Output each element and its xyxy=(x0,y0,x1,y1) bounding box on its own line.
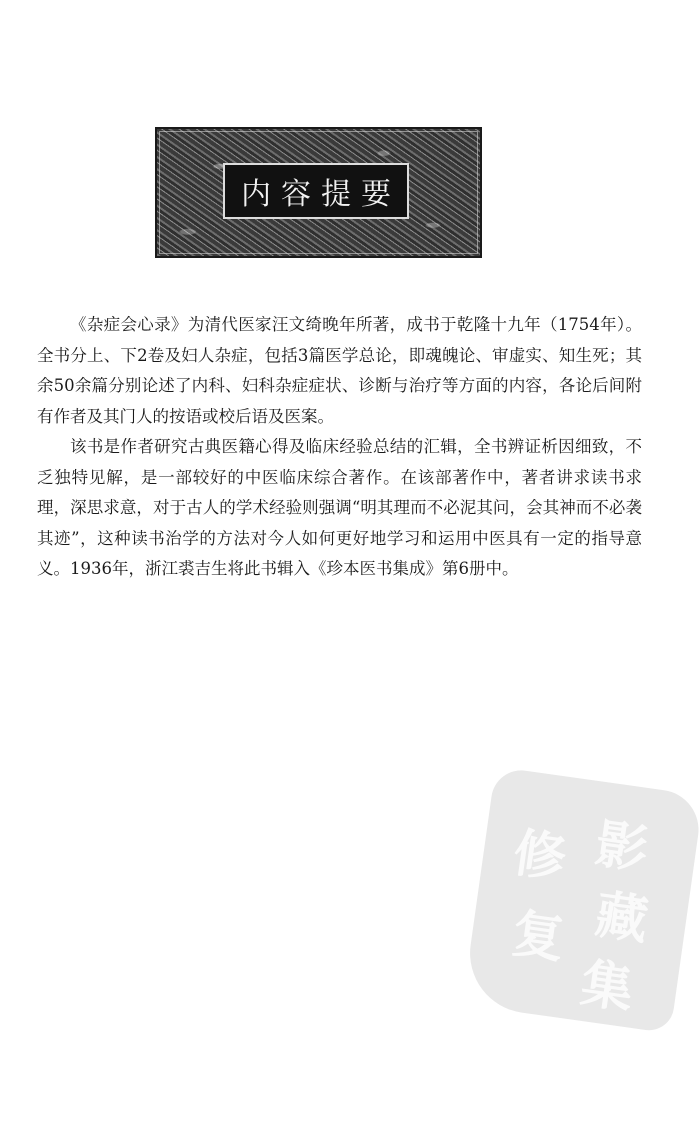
paragraph-2: 该书是作者研究古典医籍心得及临床经验总结的汇辑，全书辨证析因细致，不乏独特见解，是一部较好的中医临床综合著作。在该部著作中，著者讲求读书求理，深思求意，对于古人的学术经验则强调“明其理而不必泥其问，会其神而不必袭其迹”，这种读书治学的方法对今人如何更好地学习和运用中医具有一定的指导意义。1936年，浙江裘吉生将此书辑入《珍本医书集成》第6册中。 xyxy=(37,437,642,578)
summary-body xyxy=(37,310,642,585)
seal-char: 藏 xyxy=(591,884,652,952)
title-banner xyxy=(155,127,482,258)
seal-char: 修 xyxy=(509,822,570,890)
section-title: 内容提要 xyxy=(223,163,409,219)
seal-char: 复 xyxy=(508,902,569,971)
seal-char: 影 xyxy=(591,813,652,882)
paragraph-1: 《杂症会心录》为清代医家汪文绮晚年所著，成书于乾隆十九年（1754年）。全书分上、下2卷及妇人杂症，包括3篇医学总论，即魂魄论、审虚实、知生死；其余50余篇分别论述了内科、妇科杂症症状、诊断与治疗等方面的内容，各论后间附有作者及其门人的按语或校后语及医案。 xyxy=(37,315,642,426)
watermark-seal xyxy=(462,767,700,1034)
seal-char: 集 xyxy=(577,952,638,1021)
